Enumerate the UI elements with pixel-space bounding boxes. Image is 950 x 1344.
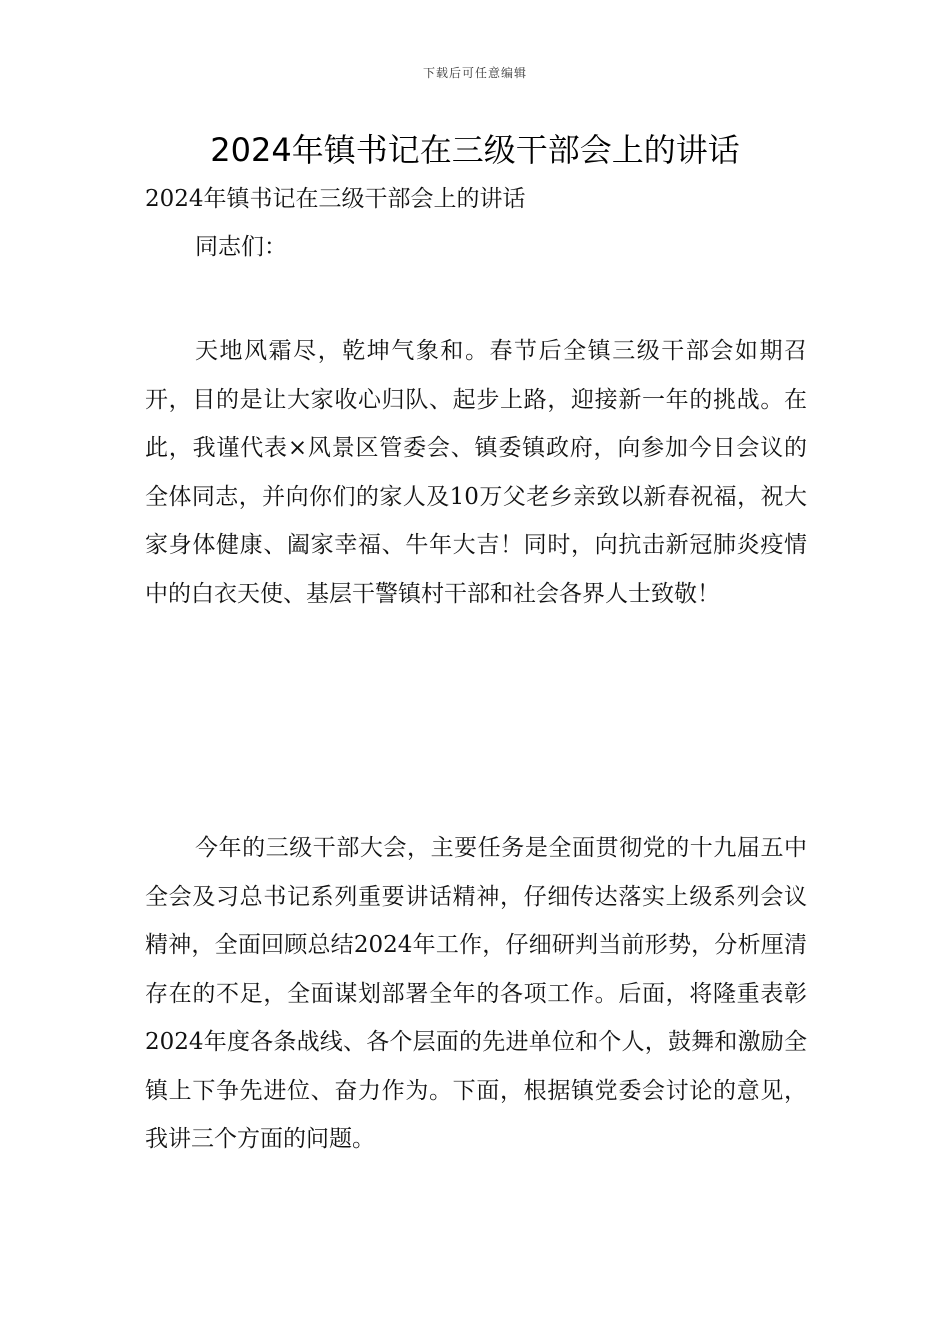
paragraph: 今年的三级干部大会，主要任务是全面贯彻党的十九届五中全会及习总书记系列重要讲话精神，仔细传达落实上级系列会议精神，全面回顾总结2024年工作，仔细研判当前形势，分析厘清存在的不足，全面谋划部署全年的各项工作。后面，将隆重表彰2024年度各条战线、各个层面的先进单位和个人，鼓舞和激励全镇上下争先进位、奋力作为。下面，根据镇党委会讨论的意见，我讲三个方面的问题。	[145, 835, 807, 1152]
document-title: 2024年镇书记在三级干部会上的讲话	[210, 131, 740, 169]
paragraph: 天地风霜尽，乾坤气象和。春节后全镇三级干部会如期召开，目的是让大家收心归队、起步上路，迎接新一年的挑战。在此，我谨代表×风景区管委会、镇委镇政府，向参加今日会议的全体同志，并向你们的家人及10万父老乡亲致以新春祝福，祝大家身体健康、阖家幸福、牛年大吉！同时，向抗击新冠肺炎疫情中的白衣天使、基层干警镇村干部和社会各界人士致敬！	[145, 338, 807, 607]
header-note: 下载后可任意编辑	[422, 66, 527, 80]
document-subtitle: 2024年镇书记在三级干部会上的讲话	[145, 186, 526, 212]
salutation: 同志们：	[195, 234, 287, 260]
